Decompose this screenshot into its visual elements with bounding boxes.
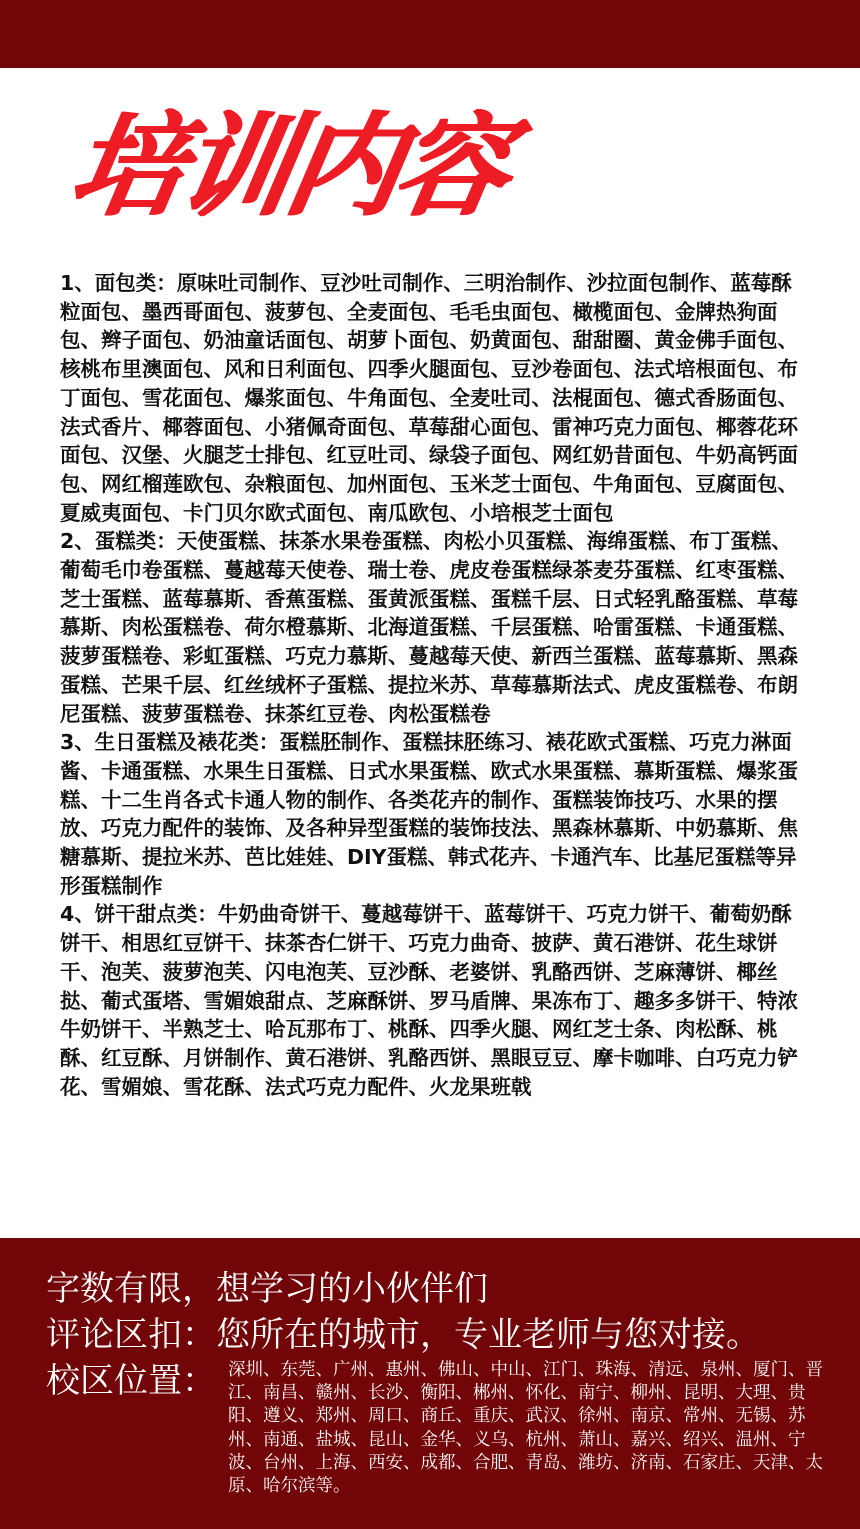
section-birthday-cake: 3、生日蛋糕及裱花类：蛋糕胚制作、蛋糕抹胚练习、裱花欧式蛋糕、巧克力淋面酱、卡通蛋糕、水果生日蛋糕、日式水果蛋糕、欧式水果蛋糕、慕斯蛋糕、爆浆蛋糕、十二生肖各式卡通人物的制作、各类花卉的制作、蛋糕装饰技巧、水果的摆放、巧克力配件的装饰、及各种异型蛋糕的装饰技法、黑森林慕斯、中奶慕斯、焦糖慕斯、提拉米苏、芭比娃娃、DIY蛋糕、韩式花卉、卡通汽车、比基尼蛋糕等异形蛋糕制作 xyxy=(60,730,798,898)
campus-list: 深圳、东莞、广州、惠州、佛山、中山、江门、珠海、清远、泉州、厦门、晋江、南昌、赣州、长沙、衡阳、郴州、怀化、南宁、柳州、昆明、大理、贵阳、遵义、郑州、周口、商丘、重庆、武汉、徐州、南京、常州、无锡、苏州、南通、盐城、昆山、金华、义乌、杭州、萧山、嘉兴、绍兴、温州、宁波、台州、上海、西安、成都、合肥、青岛、潍坊、济南、石家庄、天津、太原、哈尔滨等。 xyxy=(228,1360,823,1497)
campus-label: 校区位置： xyxy=(46,1361,216,1401)
course-content xyxy=(60,269,800,1101)
section-cake: 2、蛋糕类：天使蛋糕、抹茶水果卷蛋糕、肉松小贝蛋糕、海绵蛋糕、布丁蛋糕、葡萄毛巾卷蛋糕、蔓越莓天使卷、瑞士卷、虎皮卷蛋糕绿茶麦芬蛋糕、红枣蛋糕、芝士蛋糕、蓝莓慕斯、香蕉蛋糕、蛋黄派蛋糕、蛋糕千层、日式轻乳酪蛋糕、草莓慕斯、肉松蛋糕卷、荷尔橙慕斯、北海道蛋糕、千层蛋糕、哈雷蛋糕、卡通蛋糕、菠萝蛋糕卷、彩虹蛋糕、巧克力慕斯、蔓越莓天使、新西兰蛋糕、蓝莓慕斯、黑森蛋糕、芒果千层、红丝绒杯子蛋糕、提拉米苏、草莓慕斯法式、虎皮蛋糕卷、布朗尼蛋糕、菠萝蛋糕卷、抹茶红豆卷、肉松蛋糕卷 xyxy=(60,529,798,726)
promo-line-2: 评论区扣：您所在的城市，专业老师与您对接。 xyxy=(46,1315,760,1355)
promo-line-1: 字数有限，想学习的小伙伴们 xyxy=(46,1269,488,1309)
top-banner xyxy=(0,0,860,68)
footer-banner xyxy=(0,1238,860,1529)
page-title: 培训内容 xyxy=(60,102,516,232)
section-bread: 1、面包类：原味吐司制作、豆沙吐司制作、三明治制作、沙拉面包制作、蓝莓酥粒面包、墨西哥面包、菠萝包、全麦面包、毛毛虫面包、橄榄面包、金牌热狗面包、辫子面包、奶油童话面包、胡萝卜面包、奶黄面包、甜甜圈、黄金佛手面包、核桃布里澳面包、风和日利面包、四季火腿面包、豆沙卷面包、法式培根面包、布丁面包、雪花面包、爆浆面包、牛角面包、全麦吐司、法棍面包、德式香肠面包、法式香片、椰蓉面包、小猪佩奇面包、草莓甜心面包、雷神巧克力面包、椰蓉花环面包、汉堡、火腿芝士排包、红豆吐司、绿袋子面包、网红奶昔面包、牛奶高钙面包、网红榴莲欧包、杂粮面包、加州面包、玉米芝士面包、牛角面包、豆腐面包、夏威夷面包、卡门贝尔欧式面包、南瓜欧包、小培根芝士面包 xyxy=(60,271,798,525)
section-cookies-desserts: 4、饼干甜点类：牛奶曲奇饼干、蔓越莓饼干、蓝莓饼干、巧克力饼干、葡萄奶酥饼干、相思红豆饼干、抹茶杏仁饼干、巧克力曲奇、披萨、黄石港饼、花生球饼干、泡芙、菠萝泡芙、闪电泡芙、豆沙酥、老婆饼、乳酪西饼、芝麻薄饼、椰丝挞、葡式蛋塔、雪媚娘甜点、芝麻酥饼、罗马盾牌、果冻布丁、趣多多饼干、特浓牛奶饼干、半熟芝士、哈瓦那布丁、桃酥、四季火腿、网红芝士条、肉松酥、桃酥、红豆酥、月饼制作、黄石港饼、乳酪西饼、黑眼豆豆、摩卡咖啡、白巧克力铲花、雪媚娘、雪花酥、法式巧克力配件、火龙果班戟 xyxy=(60,902,798,1099)
